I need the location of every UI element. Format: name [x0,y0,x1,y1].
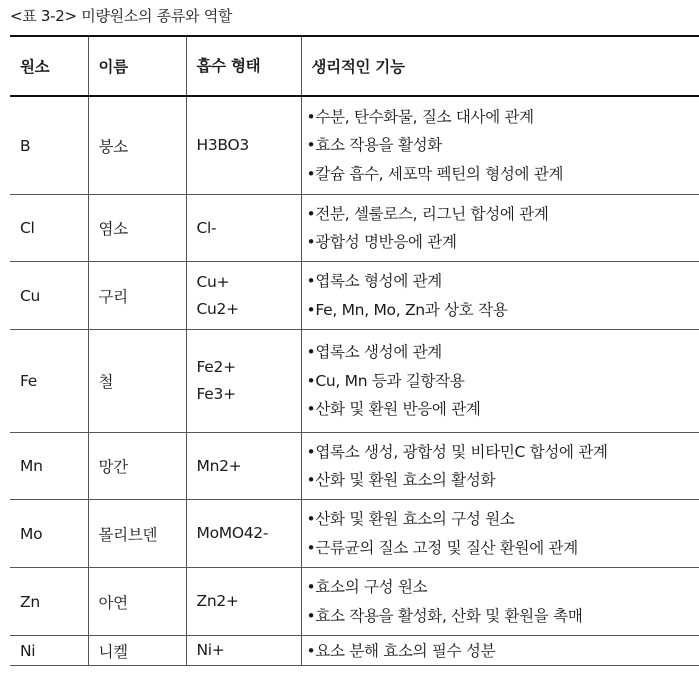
cell-absorption-form [186,500,301,568]
table-row [10,500,699,568]
table-caption: <표 3-2> 미량원소의 종류와 역할 [10,7,233,25]
absorption-form-value: Ni+ [196,641,225,659]
function-item: •산화 및 환원 효소의 활성화 [306,471,496,489]
function-item: •칼슘 흡수, 세포막 펙틴의 형성에 관계 [306,164,564,183]
absorption-form-value: Cl- [196,218,217,237]
header-absorption-form [186,36,301,96]
absorption-form-value: Cu+ [196,272,230,291]
cell-name: 염소 [88,195,186,262]
cell-function [301,500,699,568]
cell-name: 붕소 [88,96,186,195]
function-item: •요소 분해 효소의 필수 성분 [306,641,496,660]
cell-name: 니켈 [88,636,186,666]
function-item: •산화 및 환원 반응에 관계 [306,400,481,419]
absorption-form-value: Fe3+ [196,385,236,403]
absorption-form-value: H3BO3 [196,136,249,154]
function-item: •효소 작용을 활성화 [306,136,442,155]
cell-element: Mn [10,433,88,500]
function-item: •엽록소 생성, 광합성 및 비타민C 합성에 관계 [306,442,608,461]
cell-name: 몰리브덴 [88,500,186,568]
function-item: •전분, 셀룰로스, 리그닌 합성에 관계 [306,204,549,223]
cell-element: B [10,96,88,195]
cell-function [301,195,699,262]
absorption-form-value: Fe2+ [196,358,236,376]
cell-element: Cl [10,195,88,262]
micronutrient-table [10,35,699,666]
cell-absorption-form [186,330,301,433]
function-item: •Fe, Mn, Mo, Zn과 상호 작용 [306,300,508,319]
table-row [10,568,699,636]
table-header-row [10,36,699,96]
absorption-form-value: Cu2+ [196,299,239,318]
header-name: 이름 [88,36,186,96]
cell-absorption-form [186,433,301,500]
table-row [10,96,699,195]
cell-absorption-form [186,96,301,195]
cell-name: 아연 [88,568,186,636]
cell-function [301,433,699,500]
cell-absorption-form [186,195,301,262]
header-function: 생리적인 기능 [301,36,699,96]
function-item: •수분, 탄수화물, 질소 대사에 관계 [306,107,534,126]
function-item: •산화 및 환원 효소의 구성 원소 [306,510,515,528]
cell-function [301,262,699,330]
cell-element: Fe [10,330,88,433]
cell-function [301,96,699,195]
header-absorption-form-line1: 흡수 [196,57,226,75]
function-item: •효소의 구성 원소 [306,578,428,596]
function-item: •엽록소 형성에 관계 [306,272,442,290]
function-item: •광합성 명반응에 관계 [306,233,457,251]
cell-function [301,568,699,636]
function-item: •엽록소 생성에 관계 [306,343,442,362]
table-row [10,195,699,262]
absorption-form-value: Mn2+ [196,456,242,475]
table-row [10,433,699,500]
cell-element: Ni [10,636,88,666]
absorption-form-value: MoMO42- [196,524,269,542]
cell-name: 철 [88,330,186,433]
cell-element: Cu [10,262,88,330]
table-row [10,636,699,666]
cell-absorption-form [186,636,301,666]
table-row [10,262,699,330]
function-item: •근류균의 질소 고정 및 질산 환원에 관계 [306,538,578,557]
cell-function [301,330,699,433]
function-item: •효소 작용을 활성화, 산화 및 환원을 촉매 [306,606,583,625]
cell-absorption-form [186,568,301,636]
cell-name: 구리 [88,262,186,330]
cell-absorption-form [186,262,301,330]
cell-element: Zn [10,568,88,636]
cell-element: Mo [10,500,88,568]
header-absorption-form-line2: 형태 [230,57,261,75]
absorption-form-value: Zn2+ [196,592,239,610]
cell-function [301,636,699,666]
table-row [10,330,699,433]
function-item: •Cu, Mn 등과 길항작용 [306,371,465,390]
header-element: 원소 [10,36,88,96]
cell-name: 망간 [88,433,186,500]
